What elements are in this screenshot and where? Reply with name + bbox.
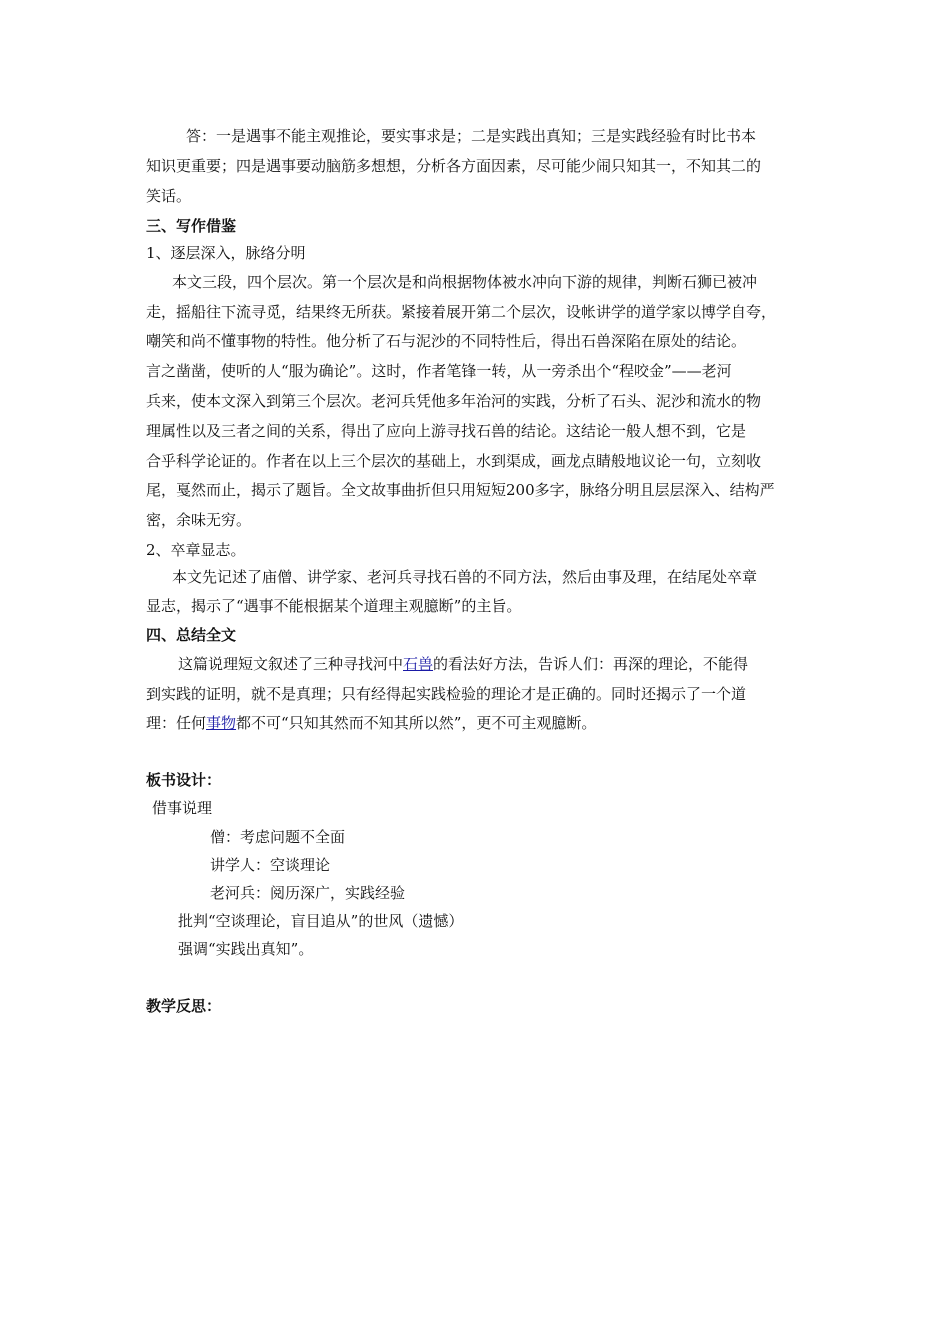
body-line: 理属性以及三者之间的关系，得出了应向上游寻找石兽的结论。这结论一般人想不到，它是 [146, 422, 747, 440]
section-heading: 三、写作借鉴 [146, 217, 237, 235]
body-line: 本文三段，四个层次。第一个层次是和尚根据物体被水冲向下游的规律，判断石狮已被冲 [172, 273, 758, 291]
reflection-heading: 教学反思： [146, 997, 222, 1015]
body-line: 言之凿凿，使听的人“服为确论”。这时，作者笔锋一转，从一旁杀出个“程咬金”——老河 [146, 362, 732, 380]
summary-text: 这篇说理短文叙述了三种寻找河中 [178, 655, 404, 673]
answer-line: 答：一是遇事不能主观推论，要实事求是；二是实践出真知；三是实践经验有时比书本 [186, 127, 757, 145]
section-heading: 四、总结全文 [146, 626, 237, 644]
body-line: 兵来，使本文深入到第三个层次。老河兵凭他多年治河的实践，分析了石头、泥沙和流水的物 [146, 392, 762, 410]
link-stone-beast[interactable]: 石兽 [403, 655, 434, 673]
link-things[interactable]: 事物 [206, 714, 237, 732]
board-title: 借事说理 [152, 799, 213, 817]
body-line: 密，余味无穷。 [146, 511, 252, 529]
summary-line: 到实践的证明，就不是真理；只有经得起实践检验的理论才是正确的。同时还揭示了一个道 [146, 685, 747, 703]
summary-text: 都不可“只知其然而不知其所以然”，更不可主观臆断。 [236, 714, 597, 732]
point-title: 1、逐层深入，脉络分明 [146, 244, 306, 262]
board-item: 老河兵：阅历深广，实践经验 [210, 884, 406, 902]
answer-line: 笑话。 [146, 187, 192, 205]
answer-line: 知识更重要；四是遇事要动脑筋多想想，分析各方面因素，尽可能少闹只知其一，不知其二的 [146, 157, 762, 175]
board-item: 僧：考虑问题不全面 [210, 828, 346, 846]
board-criticize: 批判“空谈理论，盲目追从”的世风（遗憾） [178, 912, 464, 930]
body-line: 走，摇船往下流寻觅，结果终无所获。紧接着展开第二个层次，设帐讲学的道学家以博学自夸， [146, 303, 777, 321]
body-line: 尾，戛然而止，揭示了题旨。全文故事曲折但只用短短200多字，脉络分明且层层深入、结构严 [146, 481, 775, 499]
board-emphasize: 强调“实践出真知”。 [178, 940, 314, 958]
board-item: 讲学人：空谈理论 [210, 856, 331, 874]
summary-line [146, 713, 596, 733]
point-title: 2、卒章显志。 [146, 541, 246, 559]
body-line: 显志，揭示了“遇事不能根据某个道理主观臆断”的主旨。 [146, 597, 522, 615]
body-line: 嘲笑和尚不懂事物的特性。他分析了石与泥沙的不同特性后，得出石兽深陷在原处的结论。 [146, 332, 747, 350]
summary-text: 的看法好方法，告诉人们：再深的理论，不能得 [433, 655, 749, 673]
summary-line [178, 654, 748, 674]
body-line: 合乎科学论证的。作者在以上三个层次的基础上，水到渠成，画龙点睛般地议论一句，立刻收 [146, 452, 762, 470]
board-heading: 板书设计： [146, 771, 222, 789]
summary-text: 理：任何 [146, 714, 207, 732]
body-line: 本文先记述了庙僧、讲学家、老河兵寻找石兽的不同方法，然后由事及理，在结尾处卒章 [172, 568, 758, 586]
